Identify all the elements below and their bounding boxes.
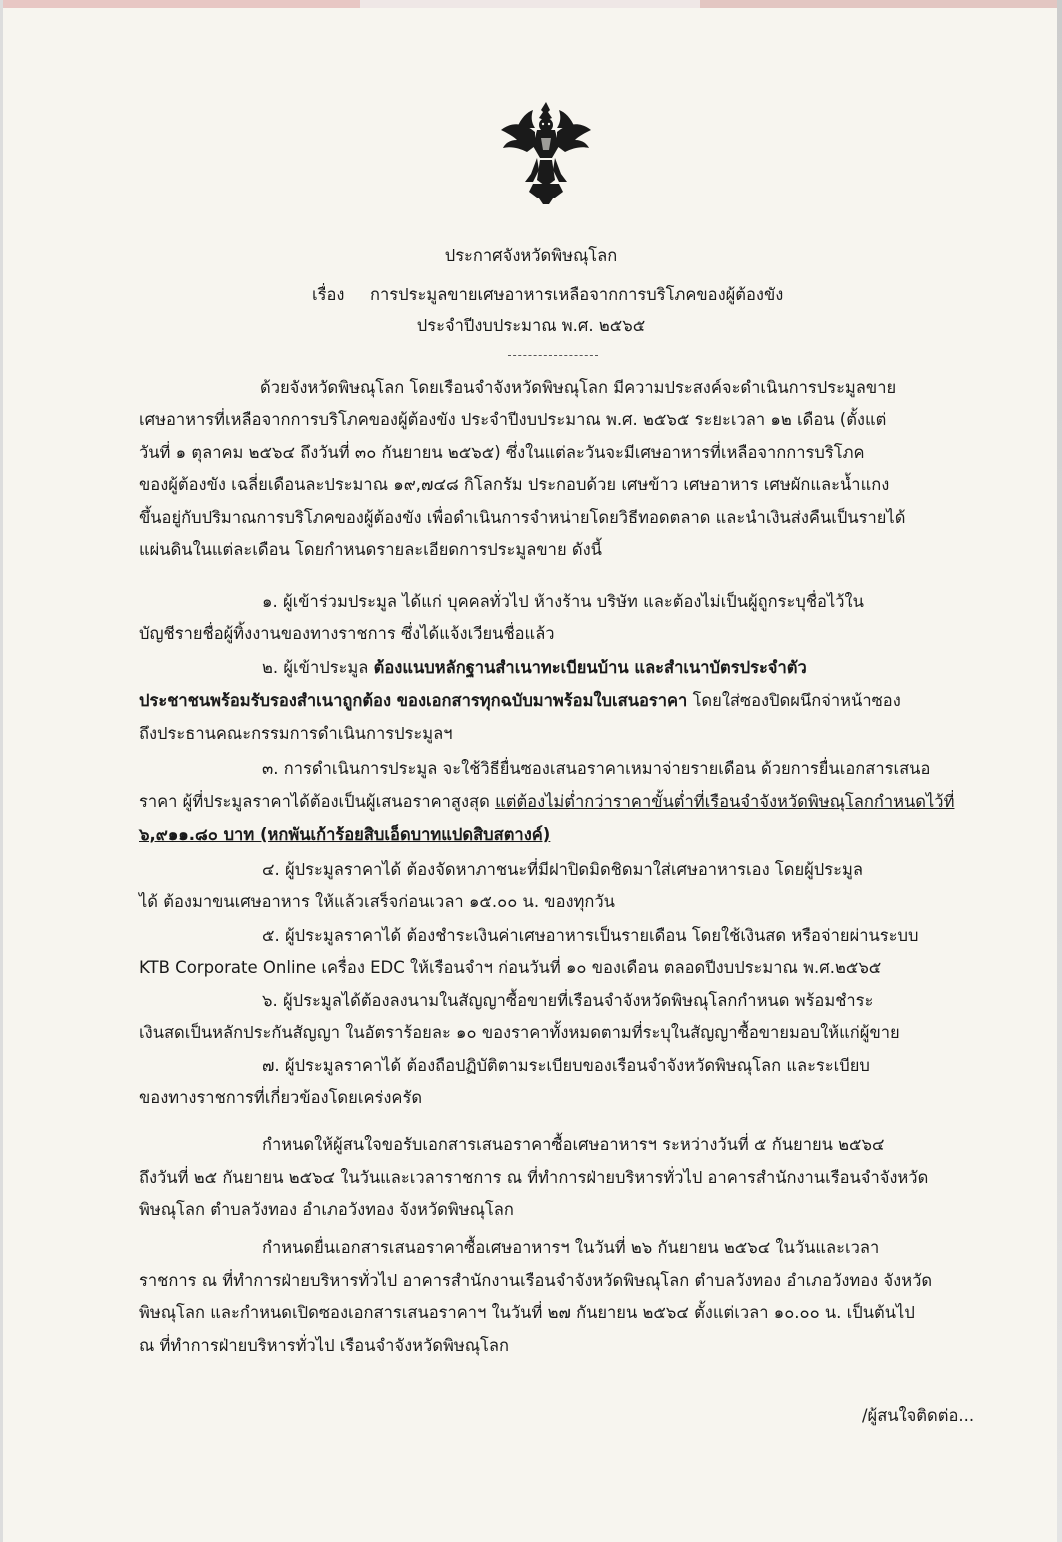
page-right-edge: [1057, 0, 1062, 1542]
item-line: [139, 689, 901, 713]
item-line: ๗. ผู้ประมูลราคาได้ ต้องถือปฏิบัติตามระเบียบของเรือนจำจังหวัดพิษณุโลก และระเบียบ: [262, 1056, 870, 1075]
item-3-text: ราคา ผู้ที่ประมูลราคาได้ต้องเป็นผู้เสนอราคาสูงสุด: [139, 792, 496, 811]
schedule-line: ณ ที่ทำการฝ่ายบริหารทั่วไป เรือนจำจังหวัดพิษณุโลก: [139, 1336, 510, 1355]
item-2-lead: ๒. ผู้เข้าประมูล: [262, 658, 374, 677]
item-line: เงินสดเป็นหลักประกันสัญญา ในอัตราร้อยละ ๑๐ ของราคาทั้งหมดตามที่ระบุในสัญญาซื้อขายมอบให้แก่ผู้ขาย: [139, 1023, 900, 1042]
schedule-line: พิษณุโลก และกำหนดเปิดซองเอกสารเสนอราคาฯ ในวันที่ ๒๗ กันยายน ๒๕๖๔ ตั้งแต่เวลา ๑๐.๐๐ น. เป็นต้นไป: [139, 1303, 915, 1322]
subject-label: เรื่อง: [312, 285, 345, 304]
item-line: ๓. การดำเนินการประมูล จะใช้วิธียื่นซองเสนอราคาเหมาจ่ายรายเดือน ด้วยการยื่นเอกสารเสนอ: [262, 759, 931, 778]
schedule-line: กำหนดยื่นเอกสารเสนอราคาซื้อเศษอาหารฯ ในวันที่ ๒๖ กันยายน ๒๕๖๔ ในวันและเวลา: [262, 1238, 880, 1257]
continuation-note: /ผู้สนใจติดต่อ...: [862, 1406, 975, 1425]
item-line: บัญชีรายชื่อผู้ทิ้งงานของทางราชการ ซึ่งได้แจ้งเวียนชื่อแล้ว: [139, 624, 555, 643]
announcement-subject: การประมูลขายเศษอาหารเหลือจากการบริโภคของผู้ต้องขัง: [370, 285, 784, 304]
minimum-price: ๖,๙๑๑.๘๐ บาท (หกพันเก้าร้อยสิบเอ็ดบาทแปดสิบสตางค์): [139, 825, 551, 844]
page-left-edge: [0, 0, 3, 1542]
item-2-text: โดยใส่ซองปิดผนึกจ่าหน้าซอง: [687, 691, 901, 710]
item-line: [139, 790, 954, 814]
item-2-emphasis: ต้องแนบหลักฐานสำเนาทะเบียนบ้าน และสำเนาบัตรประจำตัว: [373, 658, 807, 677]
announcement-authority: ประกาศจังหวัดพิษณุโลก: [444, 246, 618, 265]
intro-line: แผ่นดินในแต่ละเดือน โดยกำหนดรายละเอียดการประมูลขาย ดังนี้: [139, 540, 602, 559]
schedule-line: พิษณุโลก ตำบลวังทอง อำเภอวังทอง จังหวัดพิษณุโลก: [139, 1200, 514, 1219]
item-line: [262, 656, 807, 680]
intro-line: ของผู้ต้องขัง เฉลี่ยเดือนละประมาณ ๑๙,๗๔๘ กิโลกรัม ประกอบด้วย เศษข้าว เศษอาหาร เศษผักและน้ำแกง: [139, 475, 890, 494]
fiscal-year: ประจำปีงบประมาณ พ.ศ. ๒๕๖๕: [416, 316, 646, 335]
schedule-line: กำหนดให้ผู้สนใจขอรับเอกสารเสนอราคาซื้อเศษอาหารฯ ระหว่างวันที่ ๕ กันยายน ๒๕๖๔: [262, 1135, 885, 1154]
schedule-line: ราชการ ณ ที่ทำการฝ่ายบริหารทั่วไป อาคารสำนักงานเรือนจำจังหวัดพิษณุโลก ตำบลวังทอง อำเภอวังทอง จังหวัด: [139, 1271, 933, 1290]
item-line: ๖. ผู้ประมูลได้ต้องลงนามในสัญญาซื้อขายที่เรือนจำจังหวัดพิษณุโลกกำหนด พร้อมชำระ: [262, 991, 874, 1010]
intro-line: เศษอาหารที่เหลือจากการบริโภคของผู้ต้องขัง ประจำปีงบประมาณ พ.ศ. ๒๕๖๕ ระยะเวลา ๑๒ เดือน (ตั้งแต่: [139, 410, 887, 429]
intro-line: ด้วยจังหวัดพิษณุโลก โดยเรือนจำจังหวัดพิษณุโลก มีความประสงค์จะดำเนินการประมูลขาย: [260, 378, 897, 397]
item-line: ของทางราชการที่เกี่ยวข้องโดยเคร่งครัด: [139, 1088, 423, 1107]
item-line: ๕. ผู้ประมูลราคาได้ ต้องชำระเงินค่าเศษอาหารเป็นรายเดือน โดยใช้เงินสด หรือจ่ายผ่านระบบ: [262, 926, 919, 945]
item-line: ๑. ผู้เข้าร่วมประมูล ได้แก่ บุคคลทั่วไป ห้างร้าน บริษัท และต้องไม่เป็นผู้ถูกระบุชื่อไว้ใน: [262, 592, 864, 611]
schedule-line: ถึงวันที่ ๒๕ กันยายน ๒๕๖๔ ในวันและเวลาราชการ ณ ที่ทำการฝ่ายบริหารทั่วไป อาคารสำนักงานเรือนจำจังหวัด: [139, 1168, 929, 1187]
item-line: ได้ ต้องมาขนเศษอาหาร ให้แล้วเสร็จก่อนเวลา ๑๕.๐๐ น. ของทุกวัน: [139, 892, 615, 911]
item-line: ถึงประธานคณะกรรมการดำเนินการประมูลฯ: [139, 724, 453, 743]
item-3-underlined: แต่ต้องไม่ต่ำกว่าราคาขั้นต่ำที่เรือนจำจังหวัดพิษณุโลกกำหนดไว้ที่: [495, 792, 955, 811]
item-2-emphasis: ประชาชนพร้อมรับรองสำเนาถูกต้อง ของเอกสารทุกฉบับมาพร้อมใบเสนอราคา: [139, 691, 688, 710]
item-line: KTB Corporate Online เครื่อง EDC ให้เรือนจำฯ ก่อนวันที่ ๑๐ ของเดือน ตลอดปีงบประมาณ พ.ศ.๒๕๖๕: [139, 958, 882, 977]
intro-line: วันที่ ๑ ตุลาคม ๒๕๖๔ ถึงวันที่ ๓๐ กันยายน ๒๕๖๕) ซึ่งในแต่ละวันจะมีเศษอาหารที่เหลือจากการบริโภค: [139, 443, 865, 462]
item-line: ๔. ผู้ประมูลราคาได้ ต้องจัดหาภาชนะที่มีฝาปิดมิดชิดมาใส่เศษอาหารเอง โดยผู้ประมูล: [262, 860, 863, 879]
intro-line: ขึ้นอยู่กับปริมาณการบริโภคของผู้ต้องขัง เพื่อดำเนินการจำหน่ายโดยวิธีทอดตลาด และนำเงินส่งคืนเป็นรายได้: [139, 508, 906, 527]
garuda-emblem-icon: [497, 100, 595, 204]
page-top-edge: [0, 0, 1062, 8]
header-separator: [508, 355, 598, 356]
